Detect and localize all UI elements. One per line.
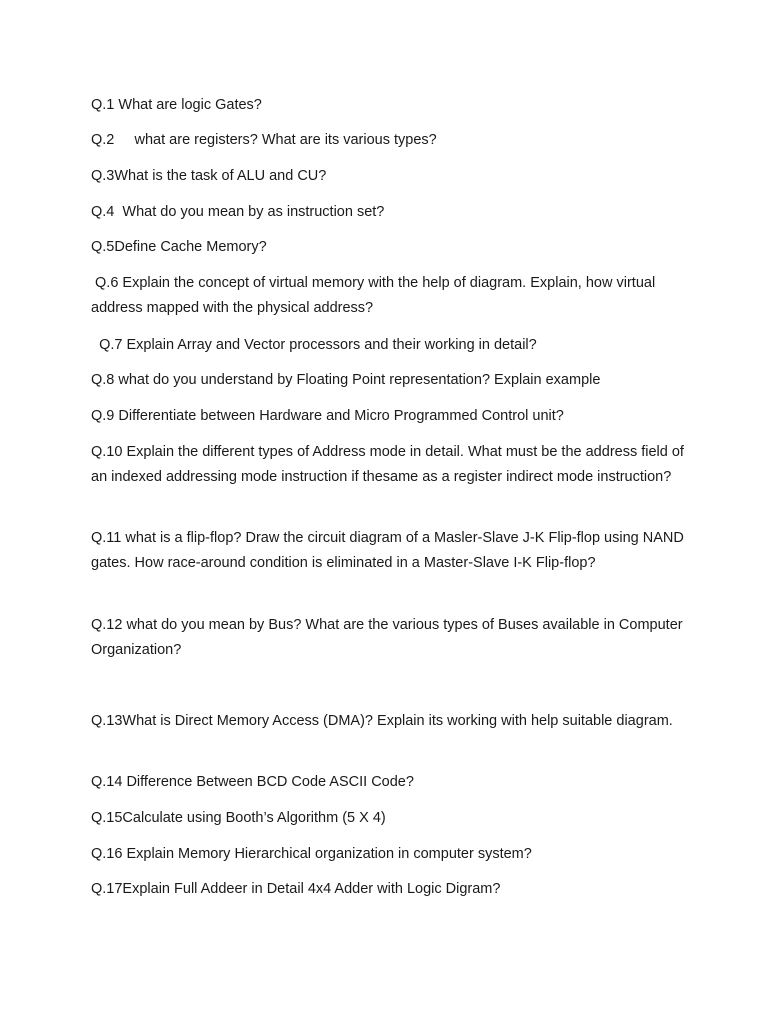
question-11: Q.11 what is a flip-flop? Draw the circuit diagram of a Masler-Slave J-K Flip-flop using NAND gates. How race-around condition is eliminated in a Master-Slave I-K Flip-flop? (91, 530, 688, 571)
question-5: Q.5Define Cache Memory? (91, 239, 267, 255)
question-2: Q.2 what are registers? What are its various types? (91, 132, 437, 148)
question-15: Q.15Calculate using Booth’s Algorithm (5 X 4) (91, 810, 386, 826)
question-1: Q.1 What are logic Gates? (91, 97, 262, 113)
question-7: Q.7 Explain Array and Vector processors and their working in detail? (91, 337, 537, 353)
question-9: Q.9 Differentiate between Hardware and Micro Programmed Control unit? (91, 408, 564, 424)
question-13: Q.13What is Direct Memory Access (DMA)? Explain its working with help suitable diagram. (91, 713, 673, 729)
question-6: Q.6 Explain the concept of virtual memory with the help of diagram. Explain, how virtual address mapped with the physical address? (91, 275, 660, 316)
question-4: Q.4 What do you mean by as instruction set? (91, 204, 385, 220)
question-12: Q.12 what do you mean by Bus? What are the various types of Buses available in Computer Organization? (91, 617, 695, 658)
question-10: Q.10 Explain the different types of Address mode in detail. What must be the address field of an indexed addressing mode instruction if thesame as a register indirect mode instruction? (91, 444, 688, 485)
question-3: Q.3What is the task of ALU and CU? (91, 168, 327, 184)
question-16: Q.16 Explain Memory Hierarchical organization in computer system? (91, 846, 532, 862)
question-17: Q.17Explain Full Addeer in Detail 4x4 Adder with Logic Digram? (91, 881, 501, 897)
question-14: Q.14 Difference Between BCD Code ASCII Code? (91, 774, 414, 790)
question-8: Q.8 what do you understand by Floating Point representation? Explain example (91, 372, 601, 388)
